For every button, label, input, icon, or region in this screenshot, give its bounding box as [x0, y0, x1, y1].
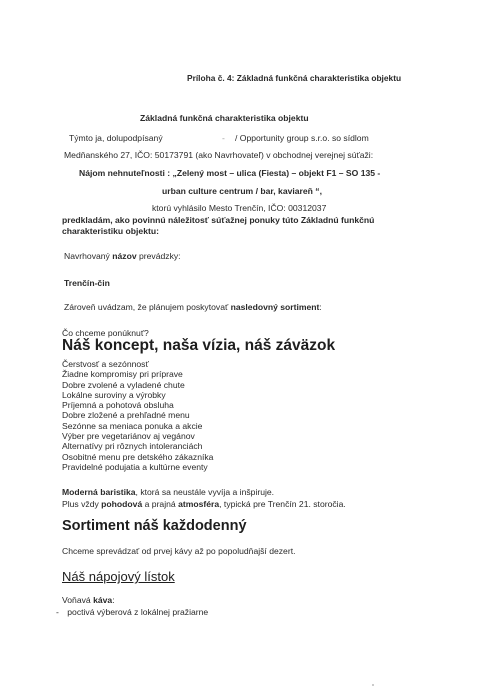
concept-list — [62, 359, 213, 472]
list-item: Alternatívy pri rôznych intoleranciách — [62, 441, 203, 452]
list-item: Príjemná a pohotová obsluha — [62, 400, 174, 411]
drinks-heading: Náš nápojový lístok — [62, 569, 175, 584]
intro-line-1a: Týmto ja, dolupodpísaný — [69, 133, 163, 143]
list-item: Osobitné menu pre detského zákazníka — [62, 451, 214, 462]
scan-dash: - — [222, 133, 225, 143]
list-item: Lokálne suroviny a výrobky — [62, 389, 166, 400]
document-title: Základná funkčná charakteristika objektu — [140, 113, 309, 123]
proposed-name-label: Navrhovaný názov prevádzky: — [64, 251, 181, 261]
daily-heading: Sortiment náš každodenný — [62, 518, 247, 534]
list-item: Čerstvosť a sezónnosť — [62, 359, 149, 369]
list-item: Dobre zložené a prehľadné menu — [62, 410, 190, 421]
question-line: Čo chceme ponúknuť? — [62, 328, 149, 338]
intro-line-2: Medňanského 27, IČO: 50173791 (ako Navrhovateľ) v obchodnej verejnej súťaži: — [64, 150, 374, 160]
list-item: Žiadne kompromisy pri príprave — [62, 369, 183, 380]
lease-line-1: Nájom nehnuteľnosti : „Zelený most – ulica (Fiesta) – objekt F1 – SO 135 - — [79, 168, 381, 178]
coffee-label: Voňavá káva: — [62, 595, 115, 605]
atmosphere-line: Plus vždy pohodová a prajná atmosféra, typická pre Trenčín 21. storočia. — [62, 499, 346, 509]
submit-line-2: charakteristiku objektu: — [62, 226, 159, 236]
list-item: Dobre zvolené a vyladené chute — [62, 379, 185, 390]
announcer-line: ktorú vyhlásilo Mesto Trenčín, IČO: 00312037 — [152, 203, 327, 213]
scan-artifact — [372, 684, 374, 686]
coffee-item: - poctivá výberová z lokálnej pražiarne — [56, 607, 209, 617]
daily-text: Chceme sprevádzať od prvej kávy až po popoludňajší dezert. — [62, 546, 296, 556]
lease-line-2: urban culture centrum / bar, kaviareň “, — [162, 186, 322, 196]
list-item: Výber pre vegetariánov aj vegánov — [62, 431, 195, 442]
concept-heading: Náš koncept, naša vízia, náš záväzok — [62, 337, 336, 354]
appendix-label: Príloha č. 4: Základná funkčná charakteristika objektu — [187, 73, 402, 83]
assortment-intro: Zároveň uvádzam, že plánujem poskytovať nasledovný sortiment: — [64, 302, 322, 312]
submit-line-1: predkladám, ako povinnú náležitosť súťažnej ponuky túto Základnú funkčnú — [62, 215, 375, 225]
list-item: Sezónne sa meniaca ponuka a akcie — [62, 420, 203, 431]
intro-line-1b: / Opportunity group s.r.o. so sídlom — [235, 133, 369, 143]
list-item: Pravidelné podujatia a kultúrne eventy — [62, 461, 208, 472]
barista-line: Moderná baristika, ktorá sa neustále vyvíja a inšpiruje. — [62, 487, 275, 497]
venue-name: Trenčín-čin — [64, 278, 110, 288]
list-dash: - — [56, 607, 59, 617]
